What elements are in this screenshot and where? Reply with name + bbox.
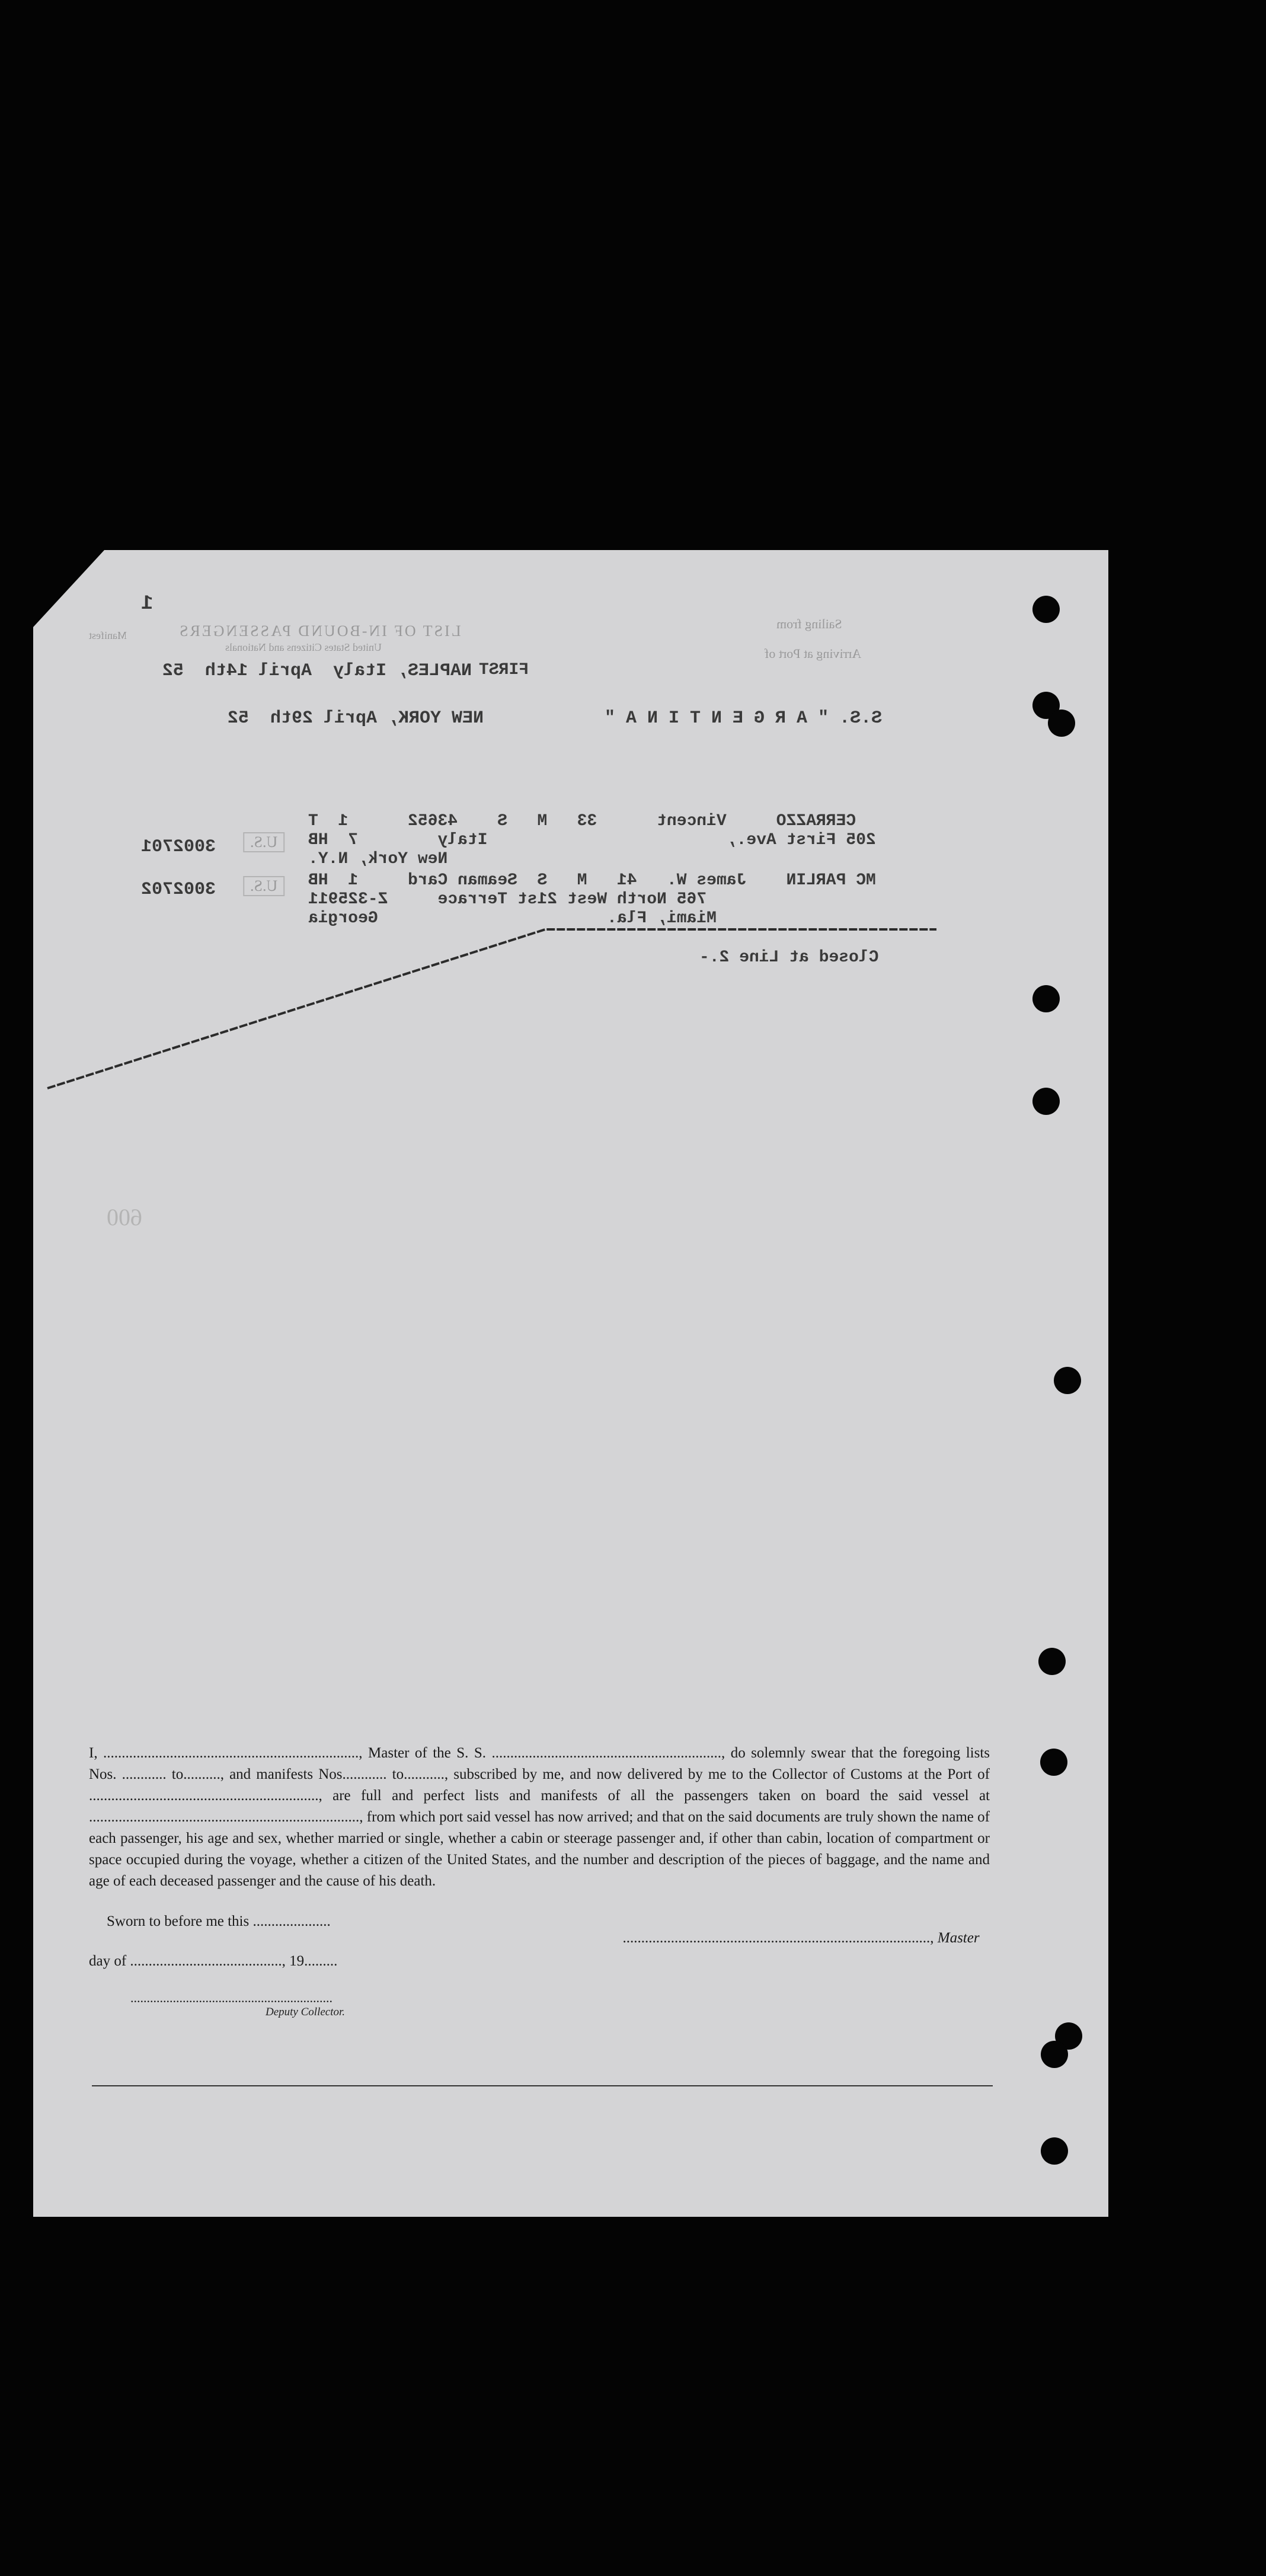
departure-port-date: NAPLES, Italy April 14th 52 [162, 661, 472, 681]
passenger-row: 765 North West 21st Terrace Z-325911 [308, 890, 727, 909]
certificate-number: 3002701 [141, 837, 216, 857]
bottom-rule [92, 2085, 993, 2086]
page-number: 1 [141, 593, 154, 615]
certificate-number: 3002702 [141, 880, 216, 900]
passenger-row: 205 First Ave., Italy 7 HB [308, 831, 896, 849]
deputy-collector-label: Deputy Collector. [266, 2006, 346, 2018]
closed-note: Closed at Line 2.- [699, 948, 879, 967]
master-label: Master [937, 1930, 980, 1946]
list-subtitle: United States Citizens and Nationals [225, 641, 382, 653]
passenger-row: Miami, Fla. Georgia [308, 909, 737, 928]
oath-text: I, ....................................................................., Master of the S. S. .............................................................., do solemnly swear that the foregoing lists Nos. ............ to.........., and manifests Nos............ to..........., subscribed by me, and now delivered by me to the Collector of Customs at the Port of .............................................................., are full and perfect lists and manifests of all the passengers taken on board the said vessel at ........................................................................., from which port said vessel has now arrived; and that on the said documents are truly shown the name of each passenger, his age and sex, whether married or single, whether a cabin or steerage passenger and, if other than cabin, location of compartment or space occupied during the voyage, whether a citizen of the United States, and the number and description of the pieces of baggage, and the name and age of each deceased passenger and the cause of his death. [89, 1745, 990, 1889]
faint-right-label: Sailing from [776, 616, 842, 631]
passenger-row: CERRAZZO Vincent 33 M S 43652 1 T [308, 812, 856, 830]
collector-line: .............................................................. [130, 1990, 333, 2005]
arrival-port-date: NEW YORK, April 29th 52 [227, 708, 484, 728]
class-label: FIRST [479, 661, 529, 679]
oath-paragraph [89, 1743, 990, 1892]
day-line: day of ........................................., 19......... [89, 1953, 338, 1969]
vessel-name: S.S. " A R G E N T I N A " [605, 708, 883, 728]
faint-right-label: Arriving at Port of [765, 646, 862, 661]
master-signature-line [615, 1913, 980, 1947]
faint-left-label: Manifest [89, 629, 127, 641]
list-title: LIST OF IN-BOUND PASSENGERS [178, 622, 461, 640]
passenger-row: New York, N.Y. [308, 850, 468, 868]
stamp: U.S. [243, 832, 284, 852]
passenger-row: MC PARLIN James W. 41 M S Seaman Card 1 HB [308, 871, 876, 890]
sworn-line: Sworn to before me this ..................... [107, 1913, 331, 1929]
faded-stamp-mark: 600 [107, 1204, 142, 1231]
master-dots: ..................................................................................., [622, 1930, 938, 1946]
stamp: U.S. [243, 876, 284, 896]
